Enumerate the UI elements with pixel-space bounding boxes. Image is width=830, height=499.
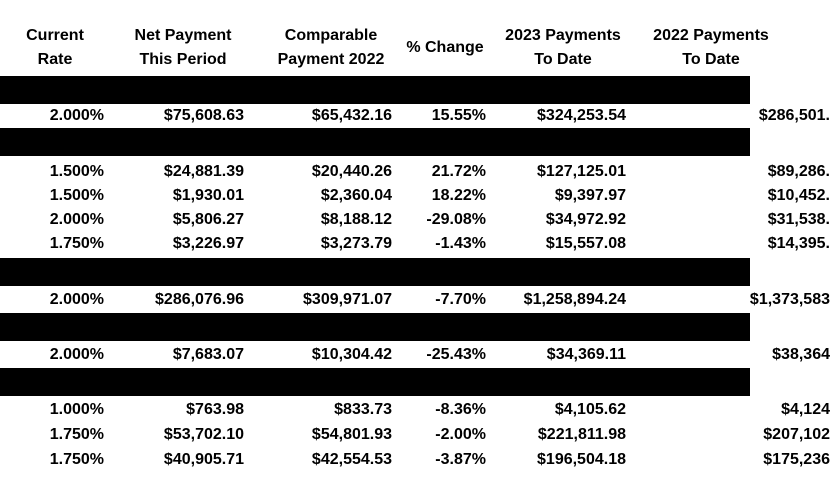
header-net-payment: Net Payment This Period <box>134 27 232 68</box>
table-row <box>0 160 830 184</box>
cell-net-payment: $53,702.10 <box>163 426 244 443</box>
cell-net-payment: $1,930.01 <box>172 187 244 204</box>
cell-comparable-payment: $65,432.16 <box>311 107 392 124</box>
group-separator-band <box>0 368 750 396</box>
cell-current-rate: 1.500% <box>49 163 104 180</box>
cell-2022-payments: $4,124 <box>781 401 830 418</box>
cell-2022-payments: $31,538. <box>767 211 830 228</box>
cell-percent-change: 15.55% <box>431 107 486 124</box>
cell-2022-payments: $14,395. <box>767 235 830 252</box>
cell-2023-payments: $324,253.54 <box>537 107 626 124</box>
group-separator-band <box>0 313 750 341</box>
cell-percent-change: -3.87% <box>435 451 486 468</box>
table-row <box>0 448 830 472</box>
cell-comparable-payment: $833.73 <box>334 401 392 418</box>
cell-comparable-payment: $54,801.93 <box>311 426 392 443</box>
cell-2023-payments: $127,125.01 <box>537 163 626 180</box>
cell-2023-payments: $15,557.08 <box>545 235 626 252</box>
cell-current-rate: 1.500% <box>49 187 104 204</box>
cell-net-payment: $40,905.71 <box>163 451 244 468</box>
cell-comparable-payment: $8,188.12 <box>320 211 392 228</box>
cell-current-rate: 2.000% <box>49 211 104 228</box>
cell-percent-change: 21.72% <box>431 163 486 180</box>
group-separator-band <box>0 128 750 156</box>
table-row <box>0 104 830 128</box>
cell-2022-payments: $38,364 <box>772 346 830 363</box>
cell-percent-change: -1.43% <box>435 235 486 252</box>
cell-net-payment: $3,226.97 <box>172 235 244 252</box>
cell-current-rate: 2.000% <box>49 107 104 124</box>
cell-net-payment: $763.98 <box>186 401 244 418</box>
group-separator-band <box>0 76 750 104</box>
table-row <box>0 343 830 367</box>
cell-current-rate: 1.750% <box>49 451 104 468</box>
cell-net-payment: $286,076.96 <box>155 291 244 308</box>
header-percent-change: % Change <box>406 39 484 56</box>
table-row <box>0 184 830 208</box>
header-2023-payments: 2023 Payments To Date <box>505 27 621 68</box>
cell-2022-payments: $10,452. <box>767 187 830 204</box>
cell-comparable-payment: $42,554.53 <box>311 451 392 468</box>
cell-2022-payments: $207,102 <box>763 426 830 443</box>
cell-2022-payments: $286,501. <box>758 107 830 124</box>
header-2022-payments: 2022 Payments To Date <box>653 27 769 68</box>
cell-current-rate: 1.000% <box>49 401 104 418</box>
table-row <box>0 423 830 447</box>
cell-current-rate: 1.750% <box>49 426 104 443</box>
cell-percent-change: -29.08% <box>426 211 486 228</box>
table-row <box>0 288 830 312</box>
cell-current-rate: 2.000% <box>49 291 104 308</box>
cell-percent-change: 18.22% <box>431 187 486 204</box>
table-row <box>0 208 830 232</box>
cell-comparable-payment: $2,360.04 <box>320 187 392 204</box>
cell-2022-payments: $89,286. <box>767 163 830 180</box>
cell-2023-payments: $4,105.62 <box>554 401 626 418</box>
cell-2023-payments: $1,258,894.24 <box>523 291 626 308</box>
cell-2023-payments: $9,397.97 <box>554 187 626 204</box>
table-header <box>0 0 769 76</box>
cell-2022-payments: $1,373,583 <box>749 291 830 308</box>
header-current-rate: Current Rate <box>26 27 84 68</box>
cell-2023-payments: $221,811.98 <box>537 426 626 443</box>
cell-2023-payments: $196,504.18 <box>537 451 626 468</box>
cell-comparable-payment: $3,273.79 <box>320 235 392 252</box>
cell-percent-change: -2.00% <box>435 426 486 443</box>
cell-comparable-payment: $309,971.07 <box>303 291 392 308</box>
cell-net-payment: $75,608.63 <box>163 107 244 124</box>
cell-current-rate: 1.750% <box>49 235 104 252</box>
cell-2022-payments: $175,236 <box>763 451 830 468</box>
cell-2023-payments: $34,972.92 <box>545 211 626 228</box>
cell-current-rate: 2.000% <box>49 346 104 363</box>
table-row <box>0 398 830 422</box>
cell-net-payment: $7,683.07 <box>172 346 244 363</box>
cell-net-payment: $5,806.27 <box>172 211 244 228</box>
cell-net-payment: $24,881.39 <box>163 163 244 180</box>
header-comparable-payment: Comparable Payment 2022 <box>277 27 385 68</box>
cell-comparable-payment: $20,440.26 <box>311 163 392 180</box>
cell-comparable-payment: $10,304.42 <box>311 346 392 363</box>
cell-percent-change: -7.70% <box>435 291 486 308</box>
cell-percent-change: -8.36% <box>435 401 486 418</box>
cell-percent-change: -25.43% <box>426 346 486 363</box>
group-separator-band <box>0 258 750 286</box>
table-row <box>0 232 830 256</box>
cell-2023-payments: $34,369.11 <box>546 346 626 363</box>
